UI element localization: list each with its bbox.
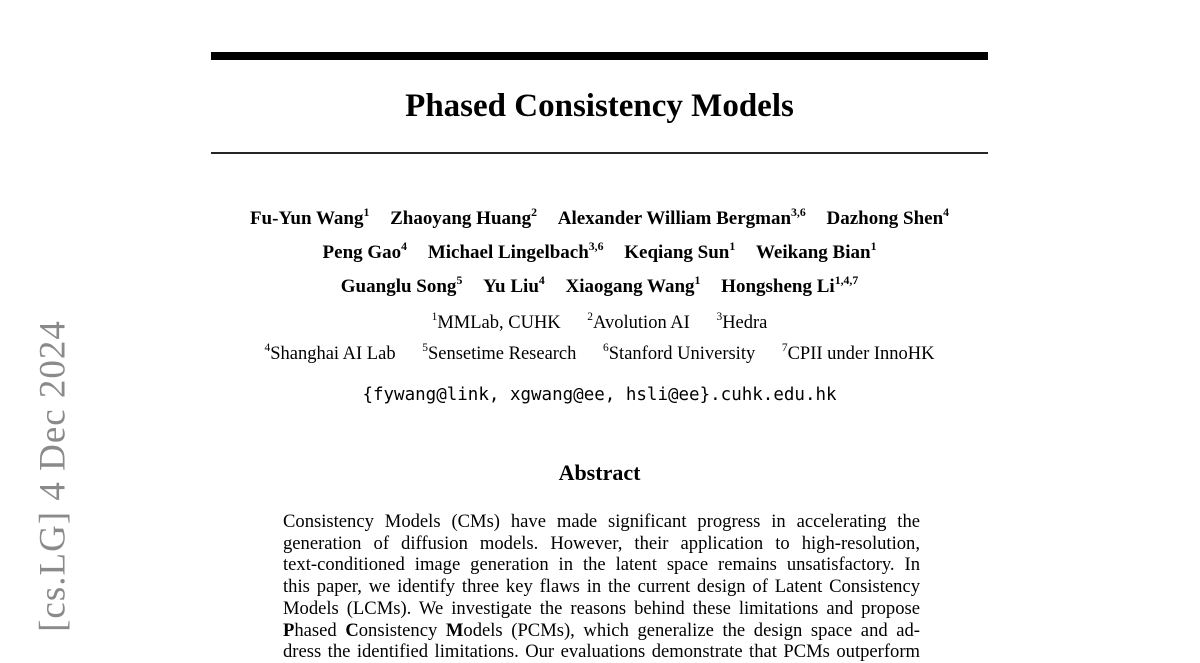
author-name: Zhaoyang Huang$^2$ <box>390 206 537 229</box>
affiliation-row <box>211 339 988 370</box>
affiliation-superscript: 3 <box>716 311 723 324</box>
affiliation-item: $^3$Hedra <box>716 311 768 333</box>
affiliation-row <box>211 308 988 339</box>
email-line: {fywang@link, xgwang@ee, hsli@ee}.cuhk.edu.hk <box>362 385 837 405</box>
author-name: Dazhong Shen$^4$ <box>826 206 950 229</box>
affiliation-item: $^7$CPII under InnoHK <box>781 342 935 364</box>
affiliation-item: $^5$Sensetime Research <box>422 342 577 364</box>
affiliation-item: $^2$Avolution AI <box>587 311 690 333</box>
affiliations-block <box>211 308 988 370</box>
author-row <box>211 202 988 236</box>
author-name: Guanglu Song$^5$ <box>340 274 463 297</box>
author-name: Yu Liu$^4$ <box>483 274 545 297</box>
abstract-bold-initial: P <box>283 619 295 641</box>
author-superscript: 1,4,7 <box>834 274 859 288</box>
arxiv-watermark: [cs.LG] 4 Dec 2024 <box>32 320 74 632</box>
affiliation-item: $^6$Stanford University <box>603 342 756 364</box>
abstract-line: text-conditioned image generation in the latent space remains unsatisfactory. In <box>283 554 920 576</box>
title-rule-bottom <box>211 152 988 154</box>
affiliation-item: $^1$MMLab, CUHK <box>431 311 561 333</box>
author-name: Peng Gao$^4$ <box>322 240 408 263</box>
affiliation-item: $^4$Shanghai AI Lab <box>264 342 396 364</box>
author-name: Fu-Yun Wang$^1$ <box>249 206 370 229</box>
abstract-line-pcm: Phased Consistency Models (PCMs), which generalize the design space and ad- <box>283 619 921 641</box>
title-rule-top <box>211 52 988 60</box>
author-superscript: 2 <box>531 206 537 220</box>
paper-title: Phased Consistency Models <box>405 88 794 124</box>
author-superscript: 4 <box>943 206 950 220</box>
author-superscript: 1 <box>729 240 736 254</box>
affiliation-superscript: 2 <box>587 311 594 324</box>
author-superscript: 4 <box>401 240 408 254</box>
abstract-line: generation of diffusion models. However, their application to high-resolution, <box>283 532 920 554</box>
abstract-text <box>283 511 920 663</box>
author-name: Hongsheng Li$^{1,4,7}$ <box>721 274 859 297</box>
author-superscript: 1 <box>694 274 701 288</box>
author-name: Weikang Bian$^1$ <box>755 240 877 263</box>
abstract-line: Consistency Models (CMs) have made significant progress in accelerating the <box>283 511 920 532</box>
author-superscript: 3,6 <box>588 240 604 254</box>
affiliation-superscript: 7 <box>781 342 788 355</box>
author-row <box>211 236 988 270</box>
abstract-bold-initial: C <box>345 619 359 641</box>
affiliation-superscript: 6 <box>603 342 609 355</box>
abstract-bold-initial: M <box>445 619 464 641</box>
author-row <box>211 270 988 304</box>
author-name: Alexander William Bergman$^{3,6}$ <box>557 206 806 229</box>
abstract-line: this paper, we identify three key flaws in the current design of Latent Consistency <box>283 576 920 598</box>
abstract-heading: Abstract <box>558 460 641 485</box>
abstract-line-clipped: dress the identified limitations. Our evaluations demonstrate that PCMs outperform <box>283 641 920 663</box>
author-superscript: 3,6 <box>791 206 806 220</box>
affiliation-superscript: 1 <box>431 311 438 324</box>
author-name: Keqiang Sun$^1$ <box>624 240 736 263</box>
author-name: Michael Lingelbach$^{3,6}$ <box>427 240 604 263</box>
author-superscript: 5 <box>456 274 463 288</box>
affiliation-superscript: 4 <box>264 342 271 355</box>
author-superscript: 1 <box>870 240 877 254</box>
affiliation-superscript: 5 <box>422 342 428 355</box>
abstract-line: Models (LCMs). We investigate the reasons behind these limitations and propose <box>283 597 920 619</box>
author-name: Xiaogang Wang$^1$ <box>565 274 701 297</box>
author-superscript: 4 <box>538 274 545 288</box>
authors-block <box>211 202 988 304</box>
author-superscript: 1 <box>363 206 370 220</box>
